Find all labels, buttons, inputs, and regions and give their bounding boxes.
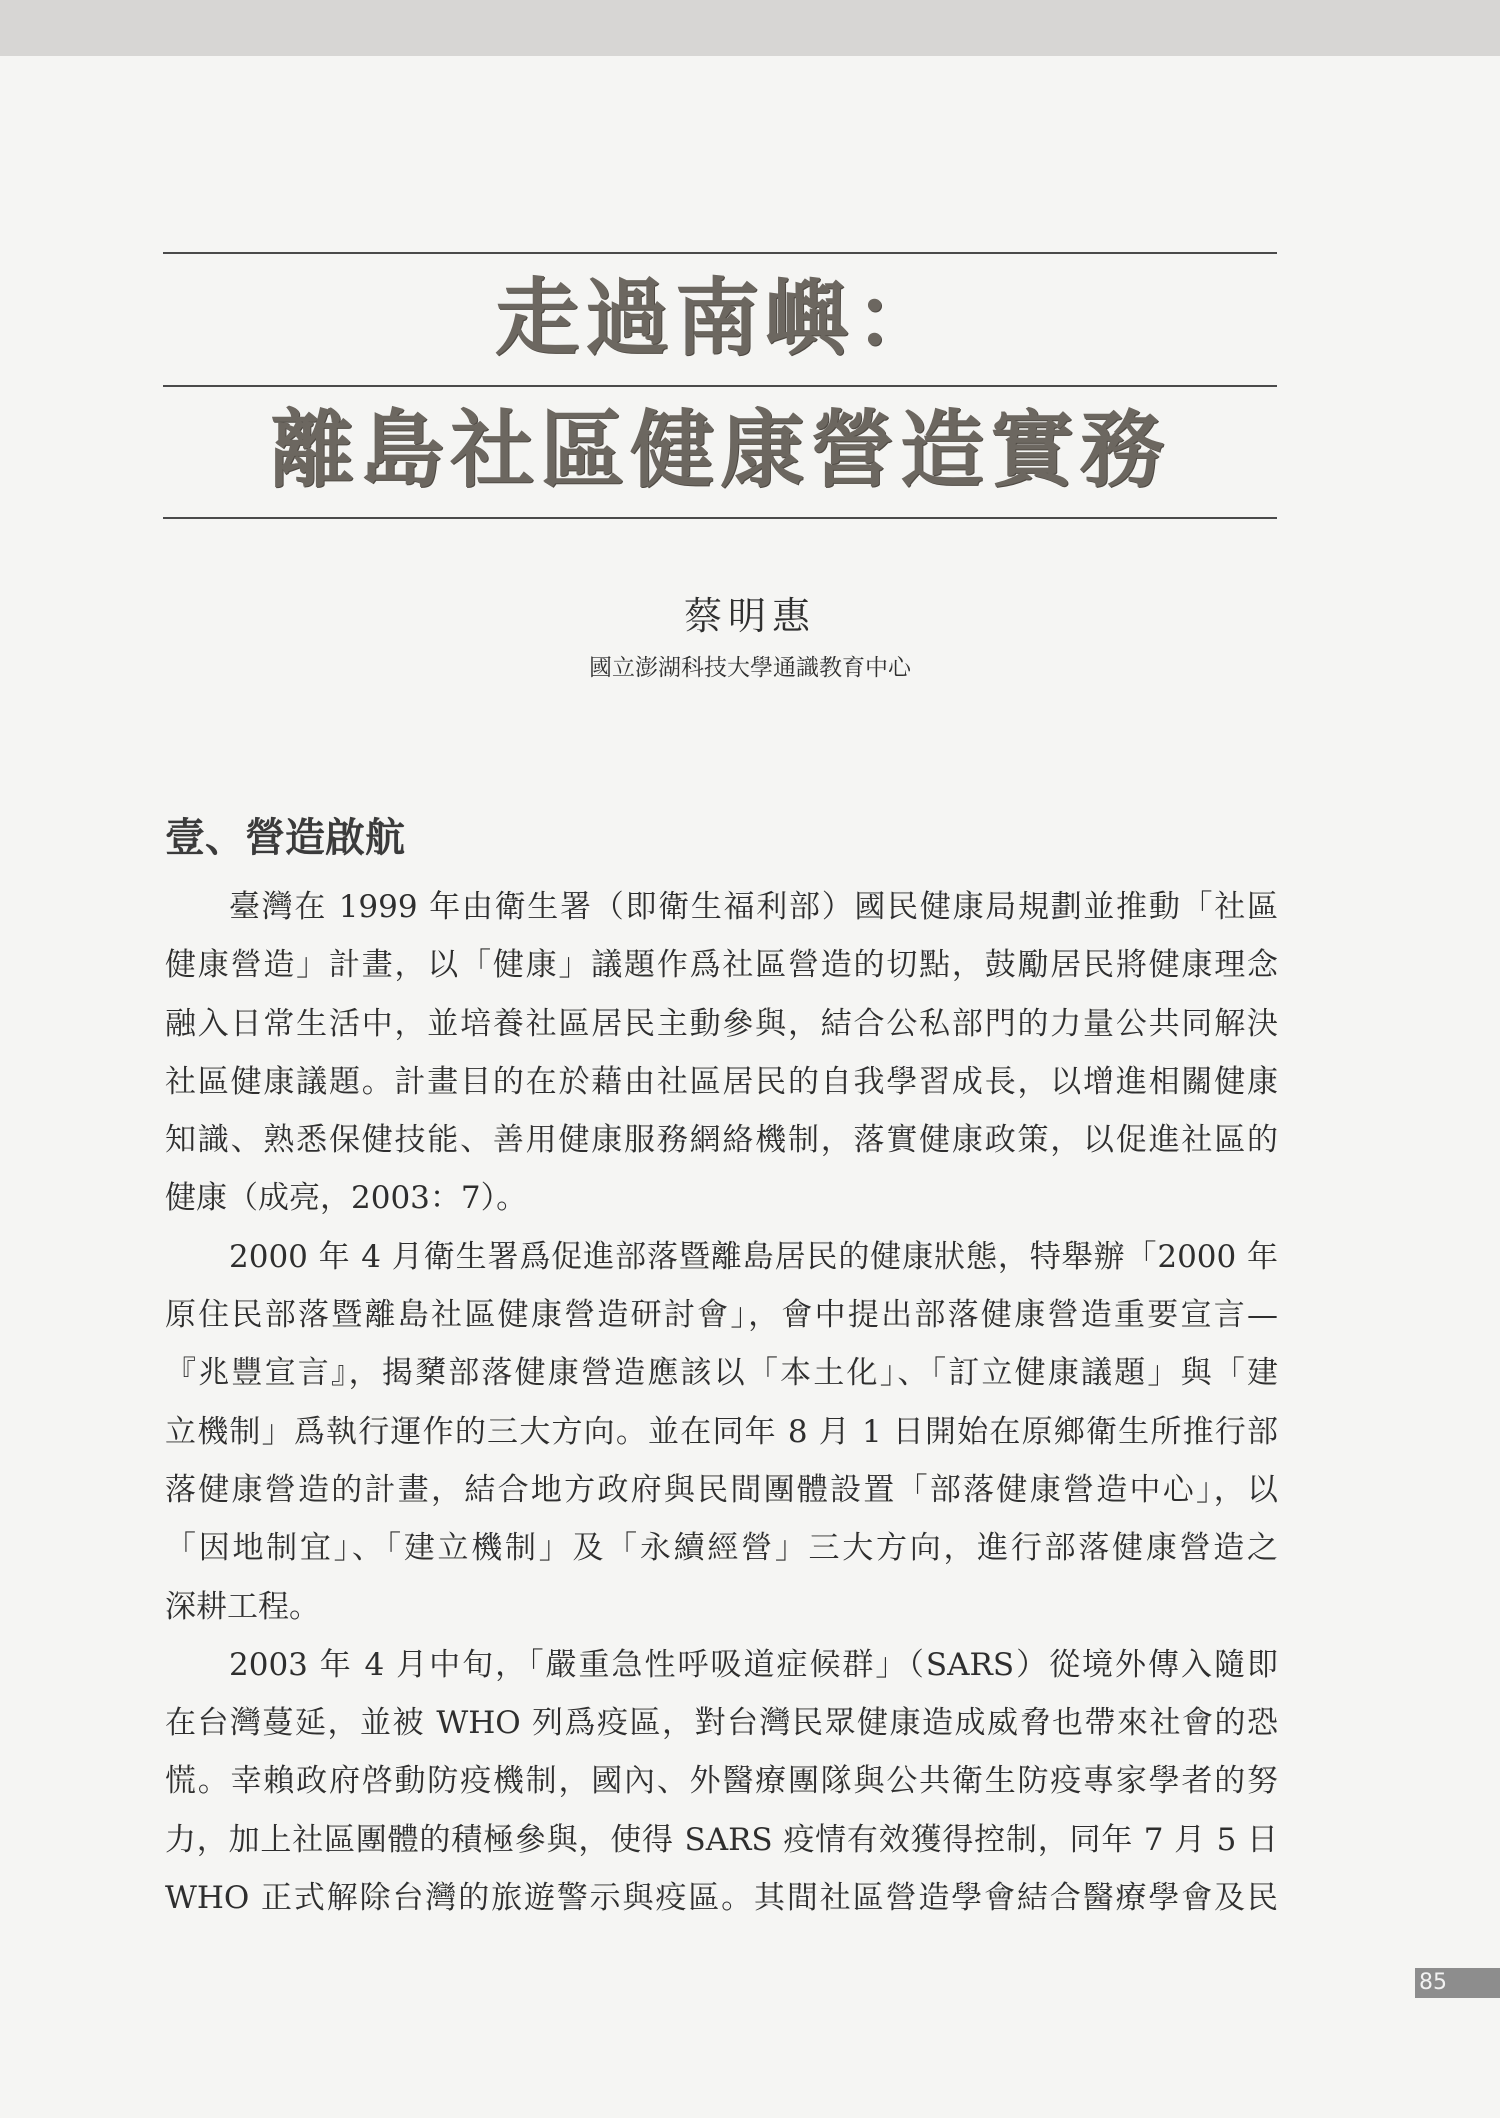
text-line: WHO 正式解除台灣的旅遊警示與疫區。其間社區營造學會結合醫療學會及民 — [165, 1880, 1278, 1917]
text-line: 慌。幸賴政府啓動防疫機制，國內、外醫療團隊與公共衛生防疫專家學者的努 — [165, 1763, 1278, 1800]
paragraph-2 — [165, 1228, 1278, 1636]
author-name: 蔡明惠 — [683, 594, 816, 638]
text-line: 融入日常生活中，並培養社區居民主動參與，結合公私部門的力量公共同解決 — [165, 1005, 1278, 1042]
title-rule-bottom — [163, 517, 1277, 519]
text-line: 落健康營造的計畫，結合地方政府與民間團體設置「部落健康營造中心」，以 — [165, 1471, 1278, 1508]
text-line: 健康營造」計畫，以「健康」議題作爲社區營造的切點，鼓勵居民將健康理念 — [165, 947, 1278, 984]
text-line: 原住民部落暨離島社區健康營造研討會」，會中提出部落健康營造重要宣言— — [165, 1297, 1278, 1334]
title-rule-top — [163, 252, 1277, 254]
page-number: 85 — [1415, 1968, 1500, 1998]
text-line: 2000 年 4 月衛生署爲促進部落暨離島居民的健康狀態，特舉辦「2000 年 — [229, 1238, 1278, 1275]
paragraph-1 — [165, 878, 1278, 1228]
paragraph-3 — [165, 1636, 1278, 1927]
text-line: 知識、熟悉保健技能、善用健康服務網絡機制，落實健康政策，以促進社區的 — [165, 1122, 1278, 1159]
text-line: 在台灣蔓延，並被 WHO 列爲疫區，對台灣民眾健康造成威脅也帶來社會的恐 — [165, 1705, 1278, 1742]
title-line-2: 離島社區健康營造實務 — [269, 400, 1170, 499]
text-line: 健康（成亮，2003：7）。 — [165, 1180, 528, 1217]
author-affiliation: 國立澎湖科技大學通識教育中心 — [589, 655, 911, 681]
text-line: 深耕工程。 — [165, 1588, 320, 1625]
text-line: 社區健康議題。計畫目的在於藉由社區居民的自我學習成長，以增進相關健康 — [165, 1063, 1278, 1100]
title-rule-middle — [163, 385, 1277, 387]
scan-top-band — [0, 0, 1500, 56]
title-line-1: 走過南嶼： — [494, 268, 945, 367]
text-line: 『兆豐宣言』，揭櫫部落健康營造應該以「本土化」、「訂立健康議題」與「建 — [165, 1355, 1278, 1392]
text-line: 立機制」爲執行運作的三大方向。並在同年 8 月 1 日開始在原鄉衛生所推行部 — [165, 1413, 1278, 1450]
text-line: 「因地制宜」、「建立機制」及「永續經營」三大方向，進行部落健康營造之 — [165, 1530, 1278, 1567]
text-line: 2003 年 4 月中旬，「嚴重急性呼吸道症候群」（SARS）從境外傳入隨即 — [229, 1646, 1278, 1683]
body-text — [165, 878, 1278, 1927]
text-line: 力，加上社區團體的積極參與，使得 SARS 疫情有效獲得控制，同年 7 月 5 日 — [165, 1821, 1278, 1858]
section-heading: 壹、營造啟航 — [165, 815, 405, 861]
text-line: 臺灣在 1999 年由衛生署（即衛生福利部）國民健康局規劃並推動「社區 — [229, 889, 1278, 925]
